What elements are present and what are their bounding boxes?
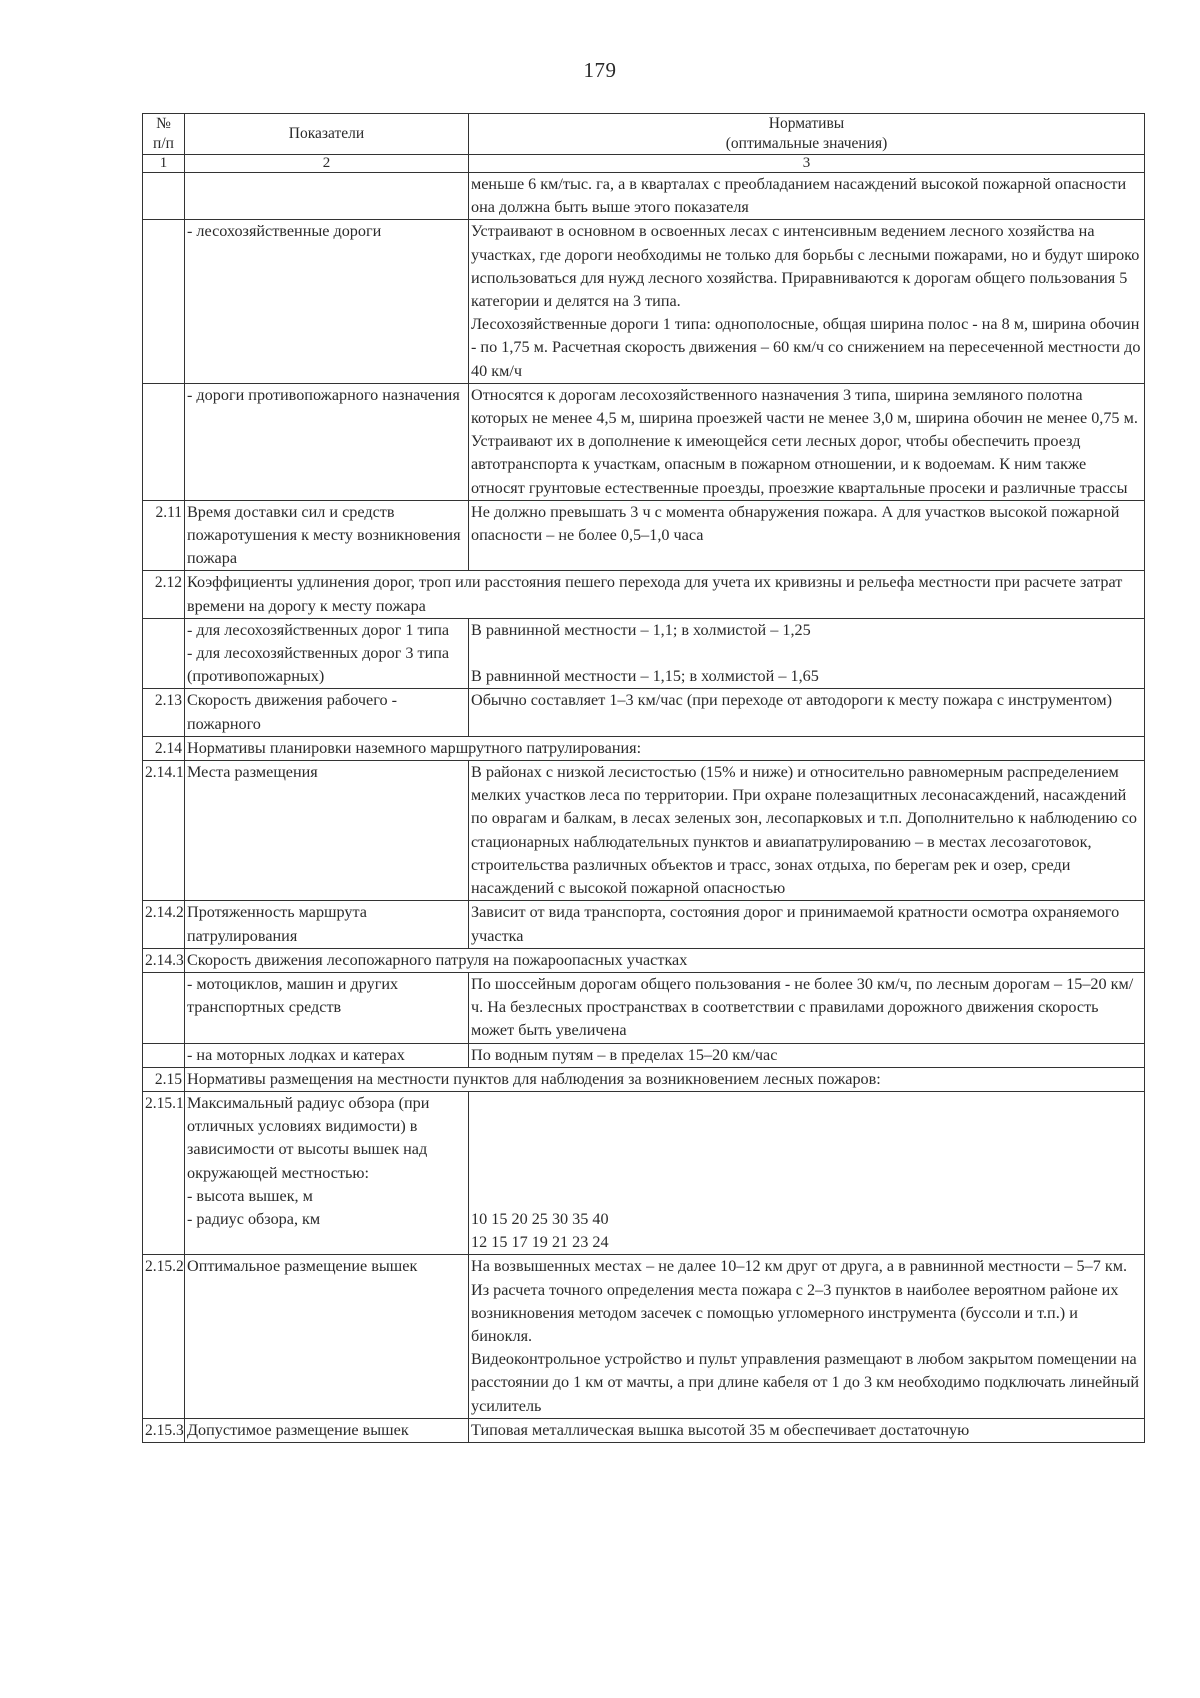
table-row (143, 1067, 1145, 1091)
row-norm: Устраивают в основном в освоенных лесах с интенсивным ведением лесного хозяйства на участках, где дороги необходимы не только для борьбы с лесными пожарами, но и будут широко использоваться для нужд лесного хозяйства. Приравниваются к дорогам общего пользования 5 категории и делятся на 3 типа. Лесохозяйственные дороги 1 типа: однополосные, общая ширина полос - на 8 м, ширина обочин - по 1,75 м. Расчетная скорость движения – 60 км/ч со снижением на пересеченной местности до 40 км/ч (469, 220, 1145, 383)
row-number: 2.14.3 (143, 948, 185, 972)
table-row (143, 948, 1145, 972)
row-indicator (185, 173, 469, 220)
row-indicator: Максимальный радиус обзора (при отличных условиях видимости) в зависимости от высоты вышек над окружающей местностью: - высота вышек, м - радиус обзора, км (185, 1091, 469, 1254)
table-row (143, 571, 1145, 618)
row-norm: Обычно составляет 1–3 км/час (при переходе от автодороги к месту пожара с инструментом) (469, 689, 1145, 736)
table-header-row (143, 114, 1145, 155)
row-norm: На возвышенных местах – не далее 10–12 км друг от друга, а в равнинной местности – 5–7 км. Из расчета точного определения места пожара с 2–3 пунктов в наиболее вероятном районе их возникновения методом засечек с помощью угломерного инструмента (буссоли и т.п.) и бинокля. Видеоконтрольное устройство и пульт управления размещают в любом закрытом помещении на расстоянии до 1 км от мачты, а при длине кабеля от 1 до 3 км необходимо подключать линейный усилитель (469, 1255, 1145, 1418)
row-indicator: - дороги противопожарного назначения (185, 383, 469, 500)
row-number: 2.12 (143, 571, 185, 618)
row-norm: По шоссейным дорогам общего пользования - не более 30 км/ч, по лесным дорогам – 15–20 км/ч. На безлесных пространствах в соответствии с правилами дорожного движения скорость может быть увеличена (469, 972, 1145, 1043)
table-row (143, 220, 1145, 383)
row-number: 2.15.1 (143, 1091, 185, 1254)
column-index-1: 1 (143, 155, 185, 173)
row-norm: Типовая металлическая вышка высотой 35 м обеспечивает достаточную (469, 1418, 1145, 1442)
table-row (143, 500, 1145, 571)
table-row (143, 383, 1145, 500)
row-section-title: Нормативы размещения на местности пунктов для наблюдения за возникновением лесных пожаров: (185, 1067, 1145, 1091)
row-number: 2.14.1 (143, 761, 185, 901)
page-number: 179 (583, 58, 617, 82)
row-norm: меньше 6 км/тыс. га, а в кварталах с преобладанием насаждений высокой пожарной опасности она должна быть выше этого показателя (469, 173, 1145, 220)
row-indicator: - на моторных лодках и катерах (185, 1043, 469, 1067)
row-number: 2.15.2 (143, 1255, 185, 1418)
table-row (143, 972, 1145, 1043)
table-row (143, 1091, 1145, 1254)
row-number: 2.15.3 (143, 1418, 185, 1442)
row-indicator: Оптимальное размещение вышек (185, 1255, 469, 1418)
table-row (143, 901, 1145, 948)
row-norm: 10 15 20 25 30 35 40 12 15 17 19 21 23 24 (469, 1091, 1145, 1254)
row-number: 2.14 (143, 736, 185, 760)
row-indicator: Места размещения (185, 761, 469, 901)
table-body (143, 173, 1145, 1443)
header-indicator: Показатели (185, 114, 469, 155)
row-indicator: - лесохозяйственные дороги (185, 220, 469, 383)
row-number (143, 173, 185, 220)
column-index-row (143, 155, 1145, 173)
table-row (143, 736, 1145, 760)
row-section-title: Скорость движения лесопожарного патруля на пожароопасных участках (185, 948, 1145, 972)
row-norm: В равнинной местности – 1,1; в холмистой – 1,25 В равнинной местности – 1,15; в холмистой – 1,65 (469, 618, 1145, 689)
table-row (143, 761, 1145, 901)
row-section-title: Нормативы планировки наземного маршрутного патрулирования: (185, 736, 1145, 760)
row-indicator: - мотоциклов, машин и других транспортных средств (185, 972, 469, 1043)
header-num: № п/п (143, 114, 185, 155)
row-number (143, 1043, 185, 1067)
header-norm: Нормативы (оптимальные значения) (469, 114, 1145, 155)
row-norm: Относятся к дорогам лесохозяйственного назначения 3 типа, ширина земляного полотна которых не менее 4,5 м, ширина проезжей части не менее 3,0 м, ширина обочин не менее 0,75 м. Устраивают их в дополнение к имеющейся сети лесных дорог, чтобы обеспечить проезд автотранспорта к участкам, опасным в пожарном отношении, и к водоемам. К ним также относят грунтовые естественные проезды, проезжие квартальные просеки и различные трассы (469, 383, 1145, 500)
row-number: 2.13 (143, 689, 185, 736)
table-row (143, 689, 1145, 736)
row-norm: В районах с низкой лесистостью (15% и ниже) и относительно равномерным распределением мелких участков леса по территории. При охране полезащитных лесонасаждений, насаждений по оврагам и балкам, в лесах зеленых зон, лесопарковых и т.п. Дополнительно к наблюдению со стационарных наблюдательных пунктов и авиапатрулированию – в местах лесозаготовок, строительства различных объектов и трасс, зонах отдыха, по берегам рек и озер, среди насаждений с высокой пожарной опасностью (469, 761, 1145, 901)
norms-table (142, 113, 1145, 1443)
table-row (143, 1043, 1145, 1067)
row-number (143, 220, 185, 383)
row-indicator: Протяженность маршрута патрулирования (185, 901, 469, 948)
table-row (143, 1418, 1145, 1442)
row-number: 2.11 (143, 500, 185, 571)
column-index-3: 3 (469, 155, 1145, 173)
column-index-2: 2 (185, 155, 469, 173)
table-row (143, 1255, 1145, 1418)
row-number (143, 383, 185, 500)
row-indicator: Допустимое размещение вышек (185, 1418, 469, 1442)
row-number (143, 972, 185, 1043)
table-row (143, 173, 1145, 220)
row-indicator: - для лесохозяйственных дорог 1 типа - для лесохозяйственных дорог 3 типа (противопожарных) (185, 618, 469, 689)
row-norm: Не должно превышать 3 ч с момента обнаружения пожара. А для участков высокой пожарной опасности – не более 0,5–1,0 часа (469, 500, 1145, 571)
row-number: 2.15 (143, 1067, 185, 1091)
row-number (143, 618, 185, 689)
row-indicator: Скорость движения рабочего - пожарного (185, 689, 469, 736)
row-number: 2.14.2 (143, 901, 185, 948)
row-indicator: Время доставки сил и средств пожаротушения к месту возникновения пожара (185, 500, 469, 571)
row-norm: Зависит от вида транспорта, состояния дорог и принимаемой кратности осмотра охраняемого участка (469, 901, 1145, 948)
row-section-title: Коэффициенты удлинения дорог, троп или расстояния пешего перехода для учета их кривизны и рельефа местности при расчете затрат времени на дорогу к месту пожара (185, 571, 1145, 618)
row-norm: По водным путям – в пределах 15–20 км/час (469, 1043, 1145, 1067)
table-row (143, 618, 1145, 689)
